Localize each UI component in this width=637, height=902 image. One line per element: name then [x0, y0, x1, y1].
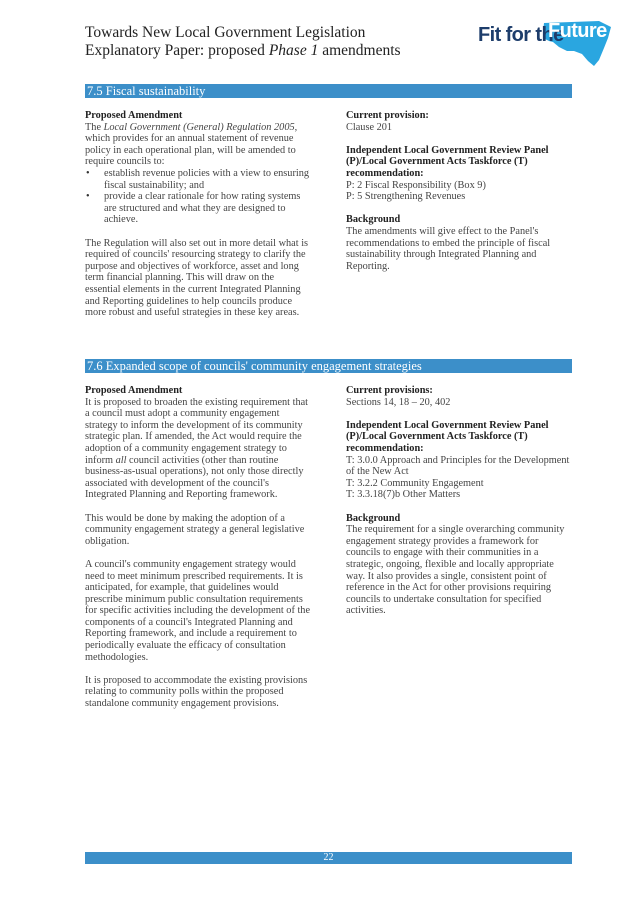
- current-provisions-heading: Current provisions:: [346, 385, 433, 396]
- minimum-requirements-paragraph: A council's community engagement strategy would need to meet minimum prescribed requirements. It is anticipated, for example, that guidelines would prescribe minimum public consultation requirements for specific activities including the development of the components of a council's Integrated Planning and Reporting framework, and include a requirement to periodically evaluate the efficacy of consultation methodologies.: [85, 558, 311, 663]
- proposed-amendment-intro: The Local Government (General) Regulation 2005, which provides for an annual statement of revenue policy in each operational plan, will be amended to require councils to:: [85, 121, 298, 168]
- title-line-1: Towards New Local Government Legislation: [85, 24, 366, 41]
- background-heading: Background: [346, 512, 401, 524]
- list-item: • provide a clear rationale for how rating systems are structured and what they are designed to achieve.: [85, 191, 311, 226]
- background-heading: Background: [346, 214, 401, 226]
- logo-text-fit: Fit for the: [478, 24, 564, 46]
- section-7-6-left-column: [85, 385, 311, 710]
- document-title: [85, 24, 401, 60]
- section-7-5-right-column: [346, 110, 572, 272]
- recommendation-item: T: 3.2.2 Community Engagement: [346, 477, 484, 489]
- section-7-6-heading: 7.6 Expanded scope of councils' community engagement strategies: [85, 359, 572, 373]
- panel-recommendation-heading: Independent Local Government Review Panel (P)/Local Government Acts Taskforce (T) recommendation:: [346, 419, 549, 454]
- title-line-2: Explanatory Paper: proposed Phase 1 amendments: [85, 42, 401, 59]
- current-provision-value: Clause 201: [346, 121, 393, 133]
- recommendation-item: P: 5 Strengthening Revenues: [346, 191, 466, 203]
- recommendation-item: T: 3.3.18(7)b Other Matters: [346, 489, 461, 501]
- recommendation-item: T: 3.0.0 Approach and Principles for the Development of the New Act: [346, 454, 570, 478]
- panel-recommendation-heading: Independent Local Government Review Panel (P)/Local Government Acts Taskforce (T) recommendation:: [346, 144, 549, 179]
- section-7-5-left-column: [85, 110, 311, 319]
- community-polls-paragraph: It is proposed to accommodate the existing provisions relating to community polls within the proposed standalone community engagement provisions.: [85, 674, 308, 710]
- current-provisions-value: Sections 14, 18 – 20, 402: [346, 396, 451, 408]
- recommendation-item: P: 2 Fiscal Responsibility (Box 9): [346, 179, 486, 191]
- background-text: The requirement for a single overarching community engagement strategy provides a framework for councils to engage with their communities in a strategic, ongoing, flexible and locally appropriate way. It also provides a single, consistent point of reference in the Act for other provisions requiring councils to undertake consultation for specified activities.: [346, 524, 565, 617]
- logo-text-future: Future: [548, 20, 607, 42]
- fit-for-the-future-logo: [478, 20, 612, 68]
- amendment-bullet-list: [85, 168, 311, 226]
- section-7-5-heading: 7.5 Fiscal sustainability: [85, 84, 572, 98]
- section-7-6-right-column: [346, 385, 572, 617]
- page-number-footer: 22: [85, 852, 572, 864]
- proposed-amendment-heading: Proposed Amendment: [85, 385, 183, 396]
- current-provision-heading: Current provision:: [346, 110, 429, 121]
- proposed-amendment-heading: Proposed Amendment: [85, 110, 183, 121]
- legislative-obligation-paragraph: This would be done by making the adoption of a community engagement strategy a general legislative obligation.: [85, 512, 305, 547]
- broaden-requirement-paragraph: It is proposed to broaden the existing requirement that a council must adopt a community engagement strategy to inform the development of its community strategic plan. If amended, the Act would require the adoption of a community engagement strategy to inform all council activities (other than routine business-as-usual operations), not only those directly associated with development of the council's Integrated Planning and Reporting framework.: [85, 396, 309, 501]
- regulation-paragraph: The Regulation will also set out in more detail what is required of councils' resourcing strategy to clarify the purpose and objectives of workforce, asset and long term financial planning. This will draw on the essential elements in the current Integrated Planning and Reporting guidelines to help councils produce more robust and useful strategies in these key areas.: [85, 237, 309, 319]
- list-item: • establish revenue policies with a view to ensuring fiscal sustainability; and: [85, 168, 311, 191]
- background-text: The amendments will give effect to the Panel's recommendations to embed the principle of fiscal sustainability through Integrated Planning and Reporting.: [346, 225, 551, 272]
